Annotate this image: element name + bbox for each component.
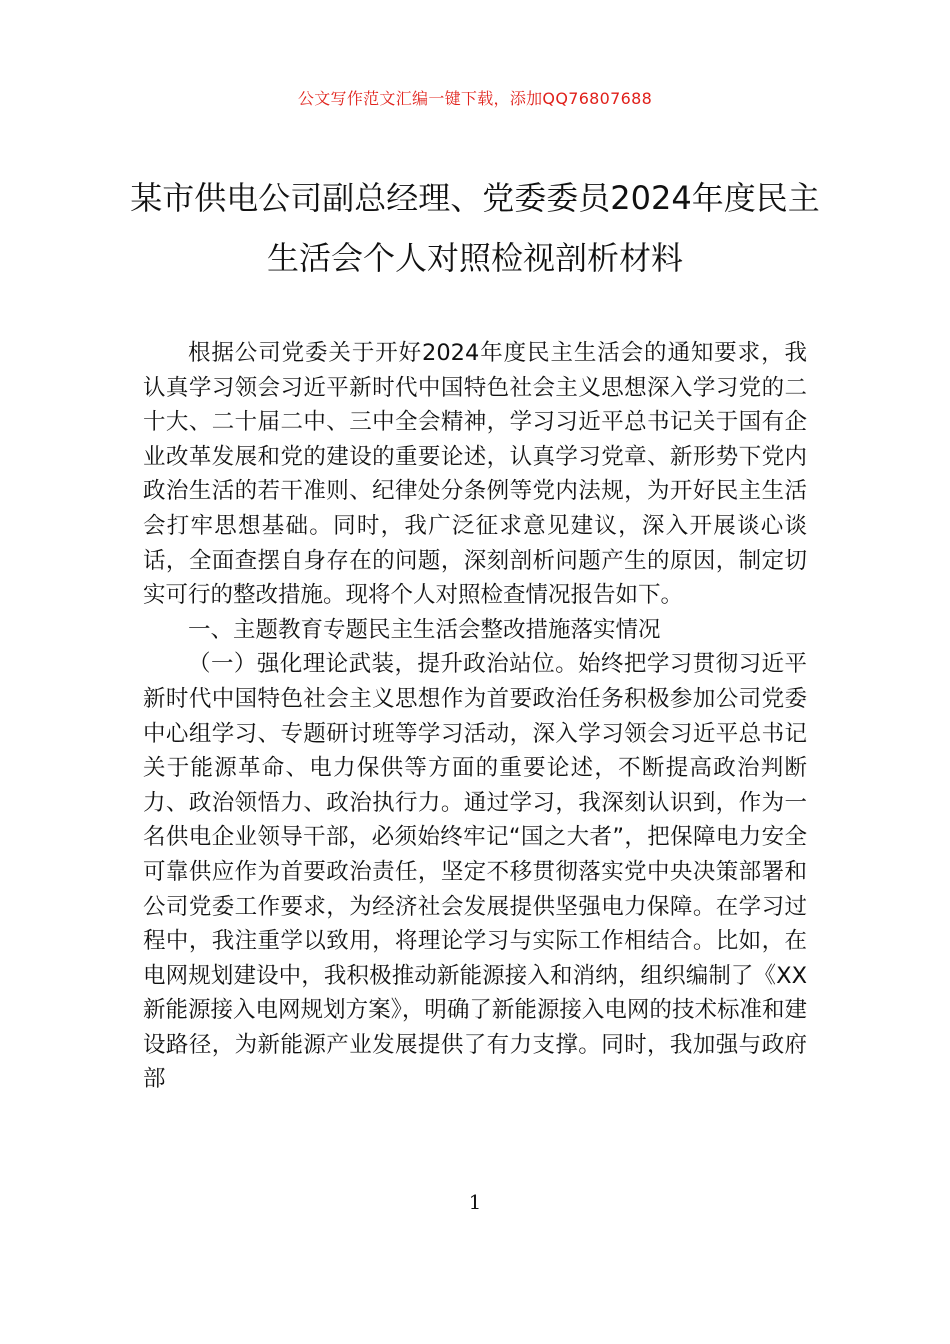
page-number: 1 (468, 1190, 482, 1214)
section-heading: 一、主题教育专题民主生活会整改措施落实情况 (188, 616, 661, 643)
download-promo-note: 公文写作范文汇编一键下载，添加QQ76807688 (297, 89, 653, 108)
subsection-paragraph: （一）强化理论武装，提升政治站位。始终把学习贯彻习近平新时代中国特色社会主义思想作为首要政治任务积极参加公司党委中心组学习、专题研讨班等学习活动，深入学习领会习近平总书记关于能源革命、电力保供等方面的重要论述，不断提高政治判断力、政治领悟力、政治执行力。通过学习，我深刻认识到，作为一名供电企业领导干部，必须始终牢记“国之大者”，把保障电力安全可靠供应作为首要政治责任，坚定不移贯彻落实党中央决策部署和公司党委工作要求，为经济社会发展提供坚强电力保障。在学习过程中，我注重学以致用，将理论学习与实际工作相结合。比如，在电网规划建设中，我积极推动新能源接入和消纳，组织编制了《XX新能源接入电网规划方案》，明确了新能源接入电网的技术标准和建设路径，为新能源产业发展提供了有力支撑。同时，我加强与政府部 (143, 651, 807, 1093)
intro-paragraph: 根据公司党委关于开好2024年度民主生活会的通知要求，我认真学习领会习近平新时代中国特色社会主义思想深入学习党的二十大、二十届二中、三中全会精神，学习习近平总书记关于国有企业改革发展和党的建设的重要论述，认真学习党章、新形势下党内政治生活的若干准则、纪律处分条例等党内法规，为开好民主生活会打牢思想基础。同时，我广泛征求意见建议，深入开展谈心谈话，全面查摆自身存在的问题，深刻剖析问题产生的原因，制定切实可行的整改措施。现将个人对照检查情况报告如下。 (143, 340, 807, 609)
document-title: 某市供电公司副总经理、党委委员2024年度民主生活会个人对照检视剖析材料 (130, 179, 820, 277)
document-body (143, 336, 807, 1097)
